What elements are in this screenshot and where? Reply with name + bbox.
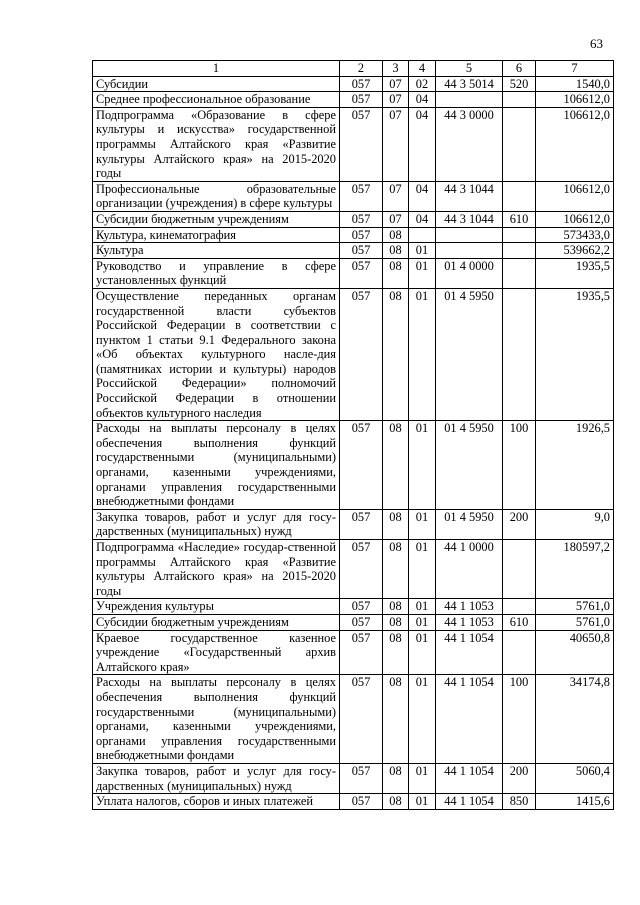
table-row xyxy=(93,421,614,510)
cell-target-code: 01 4 0000 xyxy=(436,258,503,288)
cell-amount: 5761,0 xyxy=(536,614,614,630)
cell-ministry-code: 057 xyxy=(340,211,383,227)
cell-subsection-code: 04 xyxy=(409,211,436,227)
cell-subsection-code: 01 xyxy=(409,288,436,420)
cell-name: Профессиональные образовательные организации (учреждения) в сфере культуры xyxy=(93,181,340,211)
cell-name: Культура, кинематография xyxy=(93,227,340,243)
header-row xyxy=(93,61,614,77)
cell-name: Осуществление переданных органам государственной власти субъектов Российской Федерации в соответствии с пунктом 1 статьи 9.1 Федерального закона «Об объектах культурного насле-дия (памятниках истории и культуры) народов Российской Федерации» полномочий Российской Федерации в отношении объектов культурного наследия xyxy=(93,288,340,420)
cell-subsection-code: 01 xyxy=(409,258,436,288)
cell-section-code: 08 xyxy=(383,288,409,420)
cell-section-code: 08 xyxy=(383,614,409,630)
cell-expense-type: 100 xyxy=(503,421,536,510)
table-row xyxy=(93,794,614,810)
cell-target-code: 01 4 5950 xyxy=(436,288,503,420)
cell-ministry-code: 057 xyxy=(340,763,383,793)
cell-target-code: 01 4 5950 xyxy=(436,421,503,510)
cell-subsection-code: 01 xyxy=(409,599,436,615)
cell-subsection-code: 01 xyxy=(409,614,436,630)
cell-expense-type xyxy=(503,107,536,181)
table-row xyxy=(93,763,614,793)
cell-expense-type xyxy=(503,181,536,211)
cell-ministry-code: 057 xyxy=(340,675,383,764)
cell-ministry-code: 057 xyxy=(340,614,383,630)
table-row xyxy=(93,211,614,227)
cell-expense-type: 200 xyxy=(503,763,536,793)
cell-ministry-code: 057 xyxy=(340,181,383,211)
cell-name: Среднее профессиональное образование xyxy=(93,92,340,108)
table-row xyxy=(93,614,614,630)
cell-subsection-code: 01 xyxy=(409,540,436,599)
table-row xyxy=(93,243,614,259)
cell-section-code: 08 xyxy=(383,421,409,510)
cell-amount: 180597,2 xyxy=(536,540,614,599)
cell-expense-type: 850 xyxy=(503,794,536,810)
cell-subsection-code: 01 xyxy=(409,675,436,764)
cell-subsection-code: 04 xyxy=(409,92,436,108)
cell-amount: 106612,0 xyxy=(536,211,614,227)
cell-section-code: 08 xyxy=(383,675,409,764)
cell-expense-type: 610 xyxy=(503,211,536,227)
header-cell: 1 xyxy=(93,61,340,77)
cell-ministry-code: 057 xyxy=(340,599,383,615)
cell-target-code: 01 4 5950 xyxy=(436,509,503,539)
cell-section-code: 08 xyxy=(383,540,409,599)
cell-expense-type xyxy=(503,227,536,243)
cell-name: Субсидии xyxy=(93,76,340,92)
cell-target-code: 44 1 1053 xyxy=(436,614,503,630)
cell-ministry-code: 057 xyxy=(340,227,383,243)
cell-amount: 539662,2 xyxy=(536,243,614,259)
cell-expense-type: 200 xyxy=(503,509,536,539)
cell-section-code: 07 xyxy=(383,181,409,211)
table-row xyxy=(93,258,614,288)
cell-section-code: 07 xyxy=(383,92,409,108)
cell-amount: 5060,4 xyxy=(536,763,614,793)
cell-subsection-code: 01 xyxy=(409,630,436,675)
cell-expense-type xyxy=(503,630,536,675)
cell-ministry-code: 057 xyxy=(340,509,383,539)
cell-section-code: 08 xyxy=(383,630,409,675)
header-cell: 6 xyxy=(503,61,536,77)
cell-ministry-code: 057 xyxy=(340,258,383,288)
cell-amount: 40650,8 xyxy=(536,630,614,675)
cell-name: Уплата налогов, сборов и иных платежей xyxy=(93,794,340,810)
cell-amount: 1540,0 xyxy=(536,76,614,92)
cell-subsection-code: 02 xyxy=(409,76,436,92)
cell-expense-type xyxy=(503,92,536,108)
cell-expense-type: 610 xyxy=(503,614,536,630)
cell-amount: 106612,0 xyxy=(536,107,614,181)
cell-ministry-code: 057 xyxy=(340,76,383,92)
cell-name: Субсидии бюджетным учреждениям xyxy=(93,614,340,630)
cell-target-code: 44 3 1044 xyxy=(436,181,503,211)
cell-amount: 9,0 xyxy=(536,509,614,539)
cell-amount: 1935,5 xyxy=(536,258,614,288)
cell-ministry-code: 057 xyxy=(340,288,383,420)
cell-name: Расходы на выплаты персоналу в целях обеспечения выполнения функций государственными (муниципальными) органами, казенными учреждениями, органами управления государственными внебюджетными фондами xyxy=(93,675,340,764)
table-row xyxy=(93,599,614,615)
cell-target-code: 44 1 0000 xyxy=(436,540,503,599)
cell-expense-type: 100 xyxy=(503,675,536,764)
cell-expense-type: 520 xyxy=(503,76,536,92)
cell-section-code: 08 xyxy=(383,227,409,243)
cell-target-code xyxy=(436,227,503,243)
cell-subsection-code: 04 xyxy=(409,181,436,211)
cell-name: Субсидии бюджетным учреждениям xyxy=(93,211,340,227)
cell-ministry-code: 057 xyxy=(340,540,383,599)
cell-expense-type xyxy=(503,243,536,259)
cell-subsection-code: 04 xyxy=(409,107,436,181)
cell-amount: 106612,0 xyxy=(536,92,614,108)
cell-expense-type xyxy=(503,599,536,615)
header-cell: 4 xyxy=(409,61,436,77)
cell-amount: 5761,0 xyxy=(536,599,614,615)
cell-section-code: 08 xyxy=(383,509,409,539)
cell-amount: 106612,0 xyxy=(536,181,614,211)
cell-ministry-code: 057 xyxy=(340,421,383,510)
cell-section-code: 08 xyxy=(383,599,409,615)
cell-amount: 573433,0 xyxy=(536,227,614,243)
cell-subsection-code: 01 xyxy=(409,794,436,810)
cell-subsection-code: 01 xyxy=(409,509,436,539)
cell-expense-type xyxy=(503,288,536,420)
table-row xyxy=(93,288,614,420)
budget-table xyxy=(92,60,614,810)
cell-section-code: 08 xyxy=(383,258,409,288)
cell-target-code: 44 3 5014 xyxy=(436,76,503,92)
cell-expense-type xyxy=(503,540,536,599)
table-row xyxy=(93,540,614,599)
cell-amount: 1415,6 xyxy=(536,794,614,810)
cell-name: Руководство и управление в сфере установленных функций xyxy=(93,258,340,288)
cell-name: Учреждения культуры xyxy=(93,599,340,615)
cell-target-code xyxy=(436,92,503,108)
cell-target-code: 44 3 1044 xyxy=(436,211,503,227)
cell-subsection-code xyxy=(409,227,436,243)
table-row xyxy=(93,181,614,211)
cell-name: Культура xyxy=(93,243,340,259)
cell-amount: 1935,5 xyxy=(536,288,614,420)
cell-section-code: 07 xyxy=(383,211,409,227)
cell-name: Краевое государственное казенное учреждение «Государственный архив Алтайского края» xyxy=(93,630,340,675)
cell-name: Подпрограмма «Наследие» государ-ственной программы Алтайского края «Развитие культуры Алтайского края» на 2015-2020 годы xyxy=(93,540,340,599)
cell-amount: 1926,5 xyxy=(536,421,614,510)
table-row xyxy=(93,630,614,675)
cell-ministry-code: 057 xyxy=(340,107,383,181)
cell-target-code: 44 1 1054 xyxy=(436,794,503,810)
cell-name: Расходы на выплаты персоналу в целях обеспечения выполнения функций государственными (муниципальными) органами, казенными учреждениями, органами управления государственными внебюджетными фондами xyxy=(93,421,340,510)
cell-ministry-code: 057 xyxy=(340,243,383,259)
cell-target-code: 44 1 1053 xyxy=(436,599,503,615)
cell-target-code xyxy=(436,243,503,259)
cell-ministry-code: 057 xyxy=(340,794,383,810)
cell-target-code: 44 3 0000 xyxy=(436,107,503,181)
cell-section-code: 08 xyxy=(383,763,409,793)
table-row xyxy=(93,107,614,181)
cell-subsection-code: 01 xyxy=(409,243,436,259)
header-cell: 5 xyxy=(436,61,503,77)
cell-section-code: 07 xyxy=(383,107,409,181)
table-body xyxy=(93,76,614,809)
cell-ministry-code: 057 xyxy=(340,92,383,108)
cell-name: Закупка товаров, работ и услуг для госу-дарственных (муниципальных) нужд xyxy=(93,763,340,793)
table-row xyxy=(93,509,614,539)
header-cell: 2 xyxy=(340,61,383,77)
cell-name: Закупка товаров, работ и услуг для госу-дарственных (муниципальных) нужд xyxy=(93,509,340,539)
table-row xyxy=(93,675,614,764)
table-row xyxy=(93,76,614,92)
cell-section-code: 08 xyxy=(383,243,409,259)
header-cell: 3 xyxy=(383,61,409,77)
cell-section-code: 08 xyxy=(383,794,409,810)
page-number: 63 xyxy=(590,36,603,51)
cell-subsection-code: 01 xyxy=(409,421,436,510)
header-cell: 7 xyxy=(536,61,614,77)
cell-target-code: 44 1 1054 xyxy=(436,675,503,764)
cell-subsection-code: 01 xyxy=(409,763,436,793)
table-row xyxy=(93,227,614,243)
cell-target-code: 44 1 1054 xyxy=(436,763,503,793)
table-row xyxy=(93,92,614,108)
cell-ministry-code: 057 xyxy=(340,630,383,675)
cell-section-code: 07 xyxy=(383,76,409,92)
cell-target-code: 44 1 1054 xyxy=(436,630,503,675)
cell-expense-type xyxy=(503,258,536,288)
cell-name: Подпрограмма «Образование в сфере культуры и искусства» государственной программы Алтайского края «Развитие культуры Алтайского края» на 2015-2020 годы xyxy=(93,107,340,181)
cell-amount: 34174,8 xyxy=(536,675,614,764)
